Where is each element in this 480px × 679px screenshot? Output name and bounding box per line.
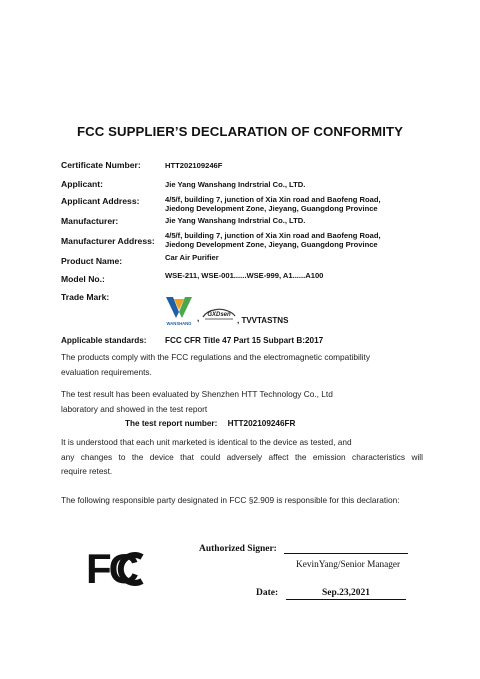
responsible-party-paragraph: The following responsible party designated in FCC §2.909 is responsible for this declaration:: [61, 495, 400, 505]
understood-paragraph: [61, 435, 423, 479]
manufacturer-label: Manufacturer:: [61, 216, 119, 226]
manufacturer-address-line1: 4/5/f, building 7, junction of Xia Xin road and Baofeng Road,: [165, 231, 381, 240]
comply-line-2: evaluation requirements.: [61, 366, 152, 377]
date-label: Date:: [256, 588, 279, 598]
product-name-value: Car Air Purifier: [165, 253, 219, 262]
authorized-signer-label: Authorized Signer:: [199, 544, 277, 554]
test-report-value: HTT202109246FR: [227, 419, 296, 428]
test-report-number: [125, 419, 295, 428]
date-value: Sep.23,2021: [286, 588, 406, 600]
comply-paragraph: [61, 350, 423, 379]
trade-mark-separator: ,: [197, 314, 200, 323]
comply-line-1: The products comply with the FCC regulations and the electromagnetic compatibility: [61, 352, 370, 362]
wanshang-logo-text: WANSHANG: [166, 321, 192, 326]
understood-line-1: It is understood that each unit marketed is identical to the device as tested, and: [61, 437, 352, 447]
test-report-label: The test report number:: [125, 419, 218, 428]
applicable-standards-label: Applicable standards:: [61, 336, 147, 345]
trade-mark-text: , TVVTASTNS: [237, 316, 289, 325]
applicant-address-line1: 4/5/f, building 7, junction of Xia Xin road and Baofeng Road,: [165, 195, 381, 204]
certificate-number-value: HTT202109246F: [165, 161, 223, 170]
applicant-value: Jie Yang Wanshang Indrstrial Co., LTD.: [165, 180, 306, 189]
fcc-logo-icon: [86, 545, 148, 591]
certificate-number-label: Certificate Number:: [61, 160, 141, 170]
test-line-2: laboratory and showed in the test report: [61, 403, 208, 414]
product-name-label: Product Name:: [61, 256, 123, 266]
applicant-label: Applicant:: [61, 179, 104, 189]
test-paragraph: [61, 387, 423, 416]
fcc-logo-text: FC: [86, 545, 136, 591]
applicable-standards-value: FCC CFR Title 47 Part 15 Subpart B:2017: [165, 336, 324, 345]
document-title: FCC SUPPLIER’S DECLARATION OF CONFORMITY: [76, 124, 404, 139]
test-line-1: The test result has been evaluated by Shenzhen HTT Technology Co., Ltd: [61, 389, 333, 399]
understood-line-2: any changes to the device that could adversely affect the emission characteristics will: [61, 451, 423, 462]
signature-line: [284, 553, 408, 554]
gxdsen-logo-text: GXDsen: [207, 312, 231, 318]
manufacturer-value: Jie Yang Wanshang Indrstrial Co., LTD.: [165, 216, 306, 225]
trade-mark-label: Trade Mark:: [61, 292, 110, 302]
applicant-address-label: Applicant Address:: [61, 196, 140, 206]
applicant-address-line2: Jiedong Development Zone, Jieyang, Guangdong Province: [165, 204, 378, 213]
model-no-label: Model No.:: [61, 274, 105, 284]
understood-line-3: require retest.: [61, 466, 113, 476]
manufacturer-address-label: Manufacturer Address:: [61, 236, 155, 246]
wanshang-logo-icon: [163, 293, 195, 327]
manufacturer-address-line2: Jiedong Development Zone, Jieyang, Guangdong Province: [165, 240, 378, 249]
model-no-value: WSE-211, WSE-001......WSE-999, A1......A100: [165, 271, 324, 280]
signer-name: KevinYang/Senior Manager: [296, 560, 401, 570]
trade-mark-logos: [163, 293, 323, 329]
gxdsen-car-logo-icon: [201, 303, 237, 323]
